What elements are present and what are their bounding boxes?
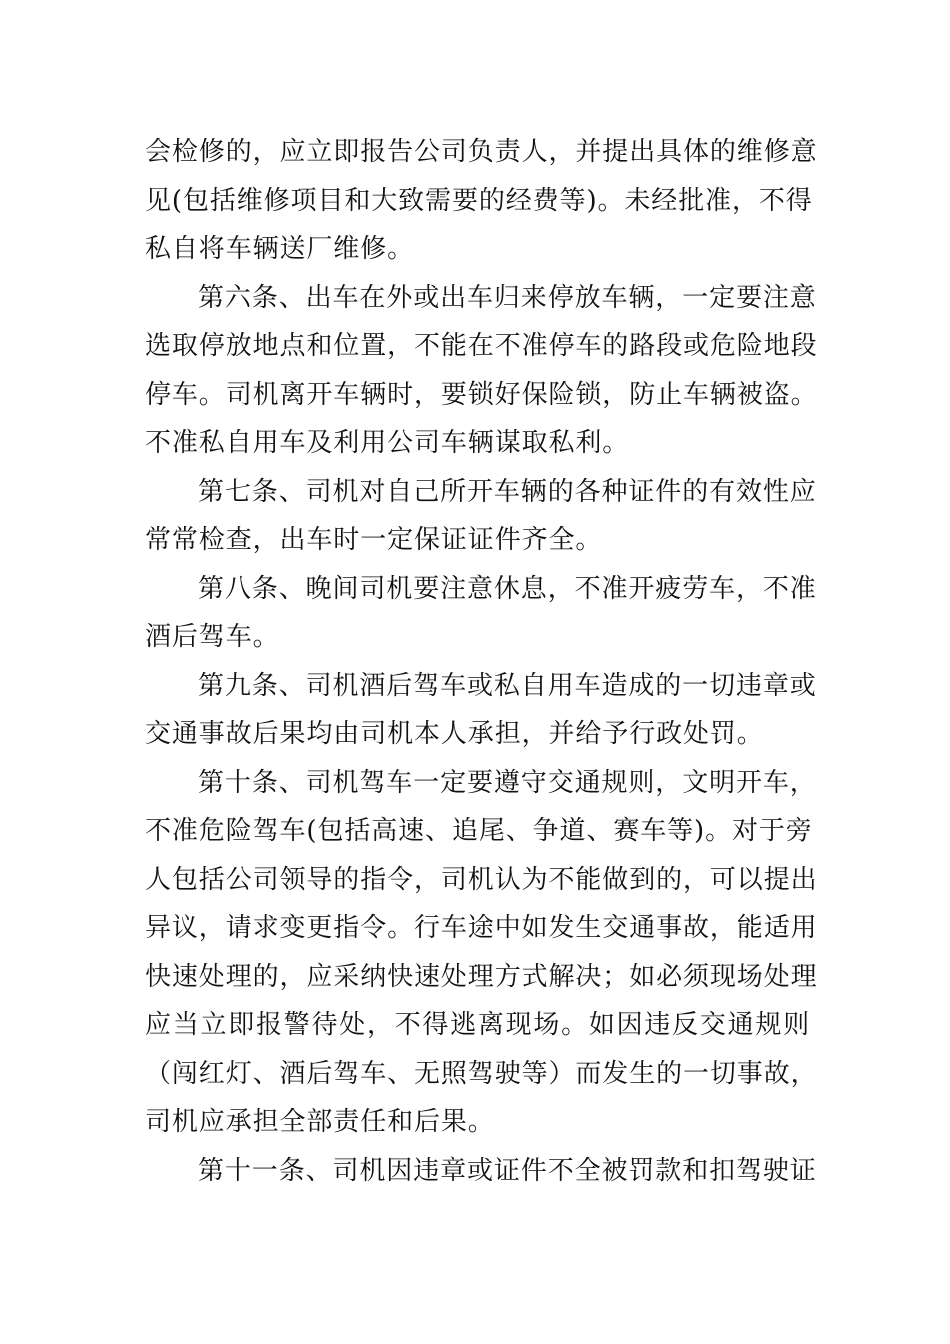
text-line: 异议，请求变更指令。行车途中如发生交通事故，能适用 [145, 913, 818, 943]
text-line: 不准私自用车及利用公司车辆谋取私利。 [145, 428, 630, 458]
text-line: 第七条、司机对自己所开车辆的各种证件的有效性应 [198, 476, 817, 507]
text-line: 见(包括维修项目和大致需要的经费等)。未经批准，不得 [145, 185, 813, 216]
text-line: 司机应承担全部责任和后果。 [145, 1107, 495, 1137]
text-line: 第十条、司机驾车一定要遵守交通规则，文明开车， [198, 767, 817, 798]
text-line: 第八条、晚间司机要注意休息，不准开疲劳车，不准 [198, 573, 817, 604]
paragraph-article-9 [145, 662, 817, 759]
text-line: （闯红灯、酒后驾车、无照驾驶等）而发生的一切事故， [145, 1058, 818, 1089]
text-line: 第六条、出车在外或出车归来停放车辆，一定要注意 [198, 282, 817, 313]
text-line: 第九条、司机酒后驾车或私自用车造成的一切违章或 [198, 670, 817, 701]
text-line: 私自将车辆送厂维修。 [145, 234, 415, 264]
text-line: 选取停放地点和位置，不能在不准停车的路段或危险地段 [145, 331, 818, 361]
text-line: 交通事故后果均由司机本人承担，并给予行政处罚。 [145, 719, 764, 749]
text-line: 酒后驾车。 [145, 622, 280, 652]
text-line: 会检修的，应立即报告公司负责人，并提出具体的维修意 [145, 137, 818, 167]
text-line: 不准危险驾车(包括高速、追尾、争道、赛车等)。对于旁 [145, 816, 813, 846]
text-line: 应当立即报警待处，不得逃离现场。如因违反交通规则 [145, 1010, 810, 1040]
paragraph-article-8 [145, 565, 817, 662]
paragraph-continuation [145, 128, 818, 274]
text-line: 人包括公司领导的指令，司机认为不能做到的，可以提出 [145, 864, 818, 895]
text-line: 停车。司机离开车辆时，要锁好保险锁，防止车辆被盗。 [145, 379, 818, 410]
paragraph-article-6 [145, 274, 818, 468]
text-line: 第十一条、司机因违章或证件不全被罚款和扣驾驶证 [198, 1155, 817, 1186]
text-line: 常常检查，出车时一定保证证件齐全。 [145, 525, 603, 555]
paragraph-article-10 [145, 759, 818, 1147]
paragraph-article-7 [145, 468, 817, 565]
text-line: 快速处理的，应采纳快速处理方式解决；如必须现场处理 [145, 961, 818, 992]
paragraph-article-11 [145, 1147, 817, 1196]
body-text [145, 128, 818, 1195]
